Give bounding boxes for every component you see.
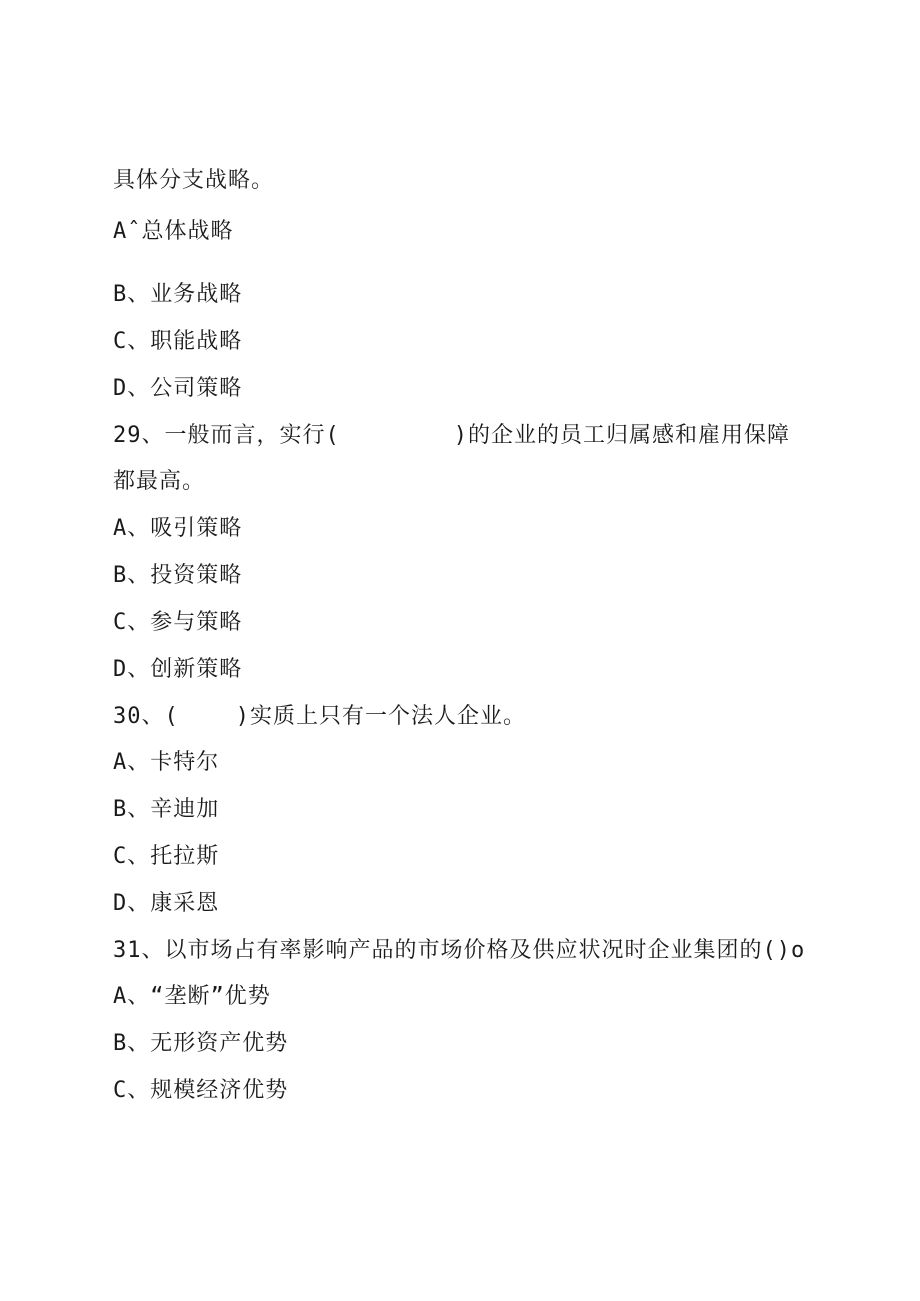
text-line-18: A、“垄断”优势 <box>113 984 271 1009</box>
text-line-19: B、无形资产优势 <box>113 1031 289 1056</box>
text-line-13: A、卡特尔 <box>113 750 220 775</box>
text-line-3: B、业务战略 <box>113 282 243 307</box>
text-line-8: A、吸引策略 <box>113 516 243 541</box>
text-line-1: 具体分支战略。 <box>113 168 275 193</box>
text-line-10: C、参与策略 <box>113 610 243 635</box>
question-31: 31、以市场占有率影响产品的市场价格及供应状况时企业集团的()o <box>113 938 806 963</box>
text-line-20: C、规模经济优势 <box>113 1078 289 1103</box>
question-29: 29、一般而言，实行( )的企业的员工归属感和雇用保障 <box>113 423 790 448</box>
text-line-2: Aˆ总体战略 <box>113 219 234 244</box>
text-line-11: D、创新策略 <box>113 657 243 682</box>
question-30: 30、( )实质上只有一个法人企业。 <box>113 704 526 729</box>
text-line-16: D、康采恩 <box>113 891 220 916</box>
text-line-4: C、职能战略 <box>113 329 243 354</box>
text-line-15: C、托拉斯 <box>113 844 220 869</box>
text-line-14: B、辛迪加 <box>113 797 220 822</box>
text-line-5: D、公司策略 <box>113 376 243 401</box>
question-29-cont: 都最高。 <box>113 469 206 494</box>
text-line-9: B、投资策略 <box>113 563 243 588</box>
